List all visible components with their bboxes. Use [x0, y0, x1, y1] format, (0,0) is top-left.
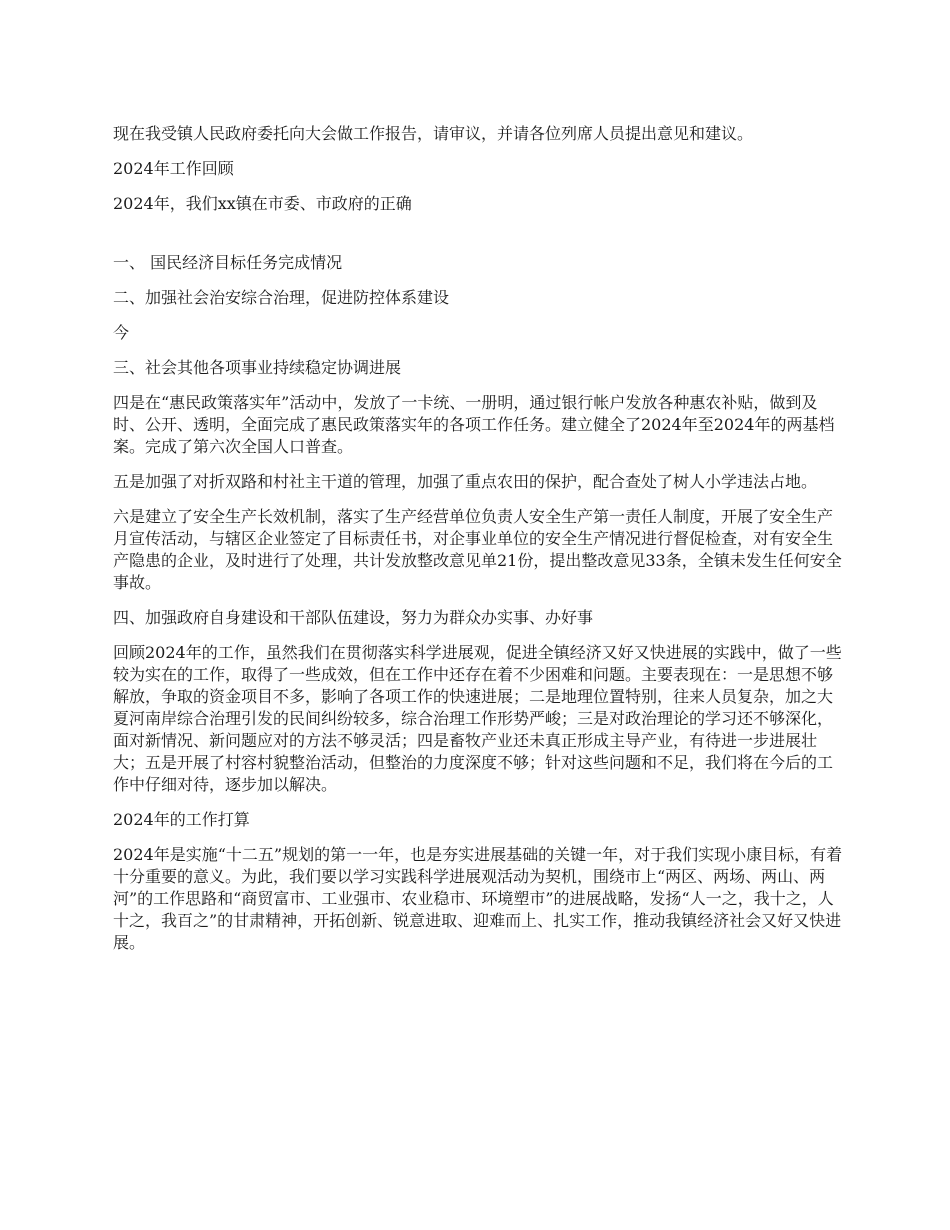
heading-review: 2024年工作回顾: [113, 159, 234, 178]
paragraph-item-5: 五是加强了对折双路和村社主干道的管理，加强了重点农田的保护，配合查处了树人小学违法占地。: [113, 472, 818, 491]
paragraph-review-opening: 2024年，我们xx镇在市委、市政府的正确: [113, 194, 412, 213]
paragraph-item-6: 六是建立了安全生产长效机制，落实了生产经营单位负责人安全生产第一责任人制度，开展了安全生产月宣传活动，与辖区企业签定了目标责任书，对企事业单位的安全生产情况进行督促检查，对有安全生产隐患的企业，及时进行了处理，共计发放整改意见单21份，提出整改意见33条，全镇未发生任何安全事故。: [113, 507, 842, 592]
paragraph-plan: 2024年是实施“十二五”规划的第一一年，也是夯实进展基础的关键一年，对于我们实现小康目标，有着十分重要的意义。为此，我们要以学习实践科学进展观活动为契机，围绕市上“两区、两场、两山、两河”的工作思路和“商贸富市、工业强市、农业稳市、环境塑市”的进展战略，发扬“人一之，我十之，人十之，我百之”的甘肃精神，开拓创新、锐意进取、迎难而上、扎实工作，推动我镇经济社会又好又快进展。: [113, 845, 843, 952]
paragraph-fragment: 今: [113, 323, 130, 342]
heading-section-3: 三、社会其他各项事业持续稳定协调进展: [113, 358, 402, 377]
paragraph-item-4: 四是在“惠民政策落实年”活动中，发放了一卡统、一册明，通过银行帐户发放各种惠农补贴，做到及时、公开、透明，全面完成了惠民政策落实年的各项工作任务。建立健全了2024年至2024年的两基档案。完成了第六次全国人口普查。: [113, 393, 835, 456]
document-body: [113, 123, 843, 967]
heading-section-2: 二、加强社会治安综合治理，促进防控体系建设: [113, 288, 450, 307]
paragraph-problems: 回顾2024年的工作，虽然我们在贯彻落实科学进展观，促进全镇经济又好又快进展的实践中，做了一些较为实在的工作，取得了一些成效，但在工作中还存在着不少困难和问题。主要表现在：一是思想不够解放，争取的资金项目不多，影响了各项工作的快速进展；二是地理位置特别，往来人员复杂，加之大夏河南岸综合治理引发的民间纠纷较多，综合治理工作形势严峻；三是对政治理论的学习还不够深化，面对新情况、新问题应对的方法不够灵活；四是畜牧产业还未真正形成主导产业，有待进一步进展壮大；五是开展了村容村貌整治活动，但整治的力度深度不够；针对这些问题和不足，我们将在今后的工作中仔细对待，逐步加以解决。: [113, 643, 842, 794]
heading-section-4: 四、加强政府自身建设和干部队伍建设，努力为群众办实事、办好事: [113, 608, 594, 627]
heading-section-1: 一、 国民经济目标任务完成情况: [113, 253, 343, 272]
paragraph-intro: 现在我受镇人民政府委托向大会做工作报告，请审议，并请各位列席人员提出意见和建议。: [113, 124, 754, 143]
heading-plan: 2024年的工作打算: [113, 810, 250, 829]
